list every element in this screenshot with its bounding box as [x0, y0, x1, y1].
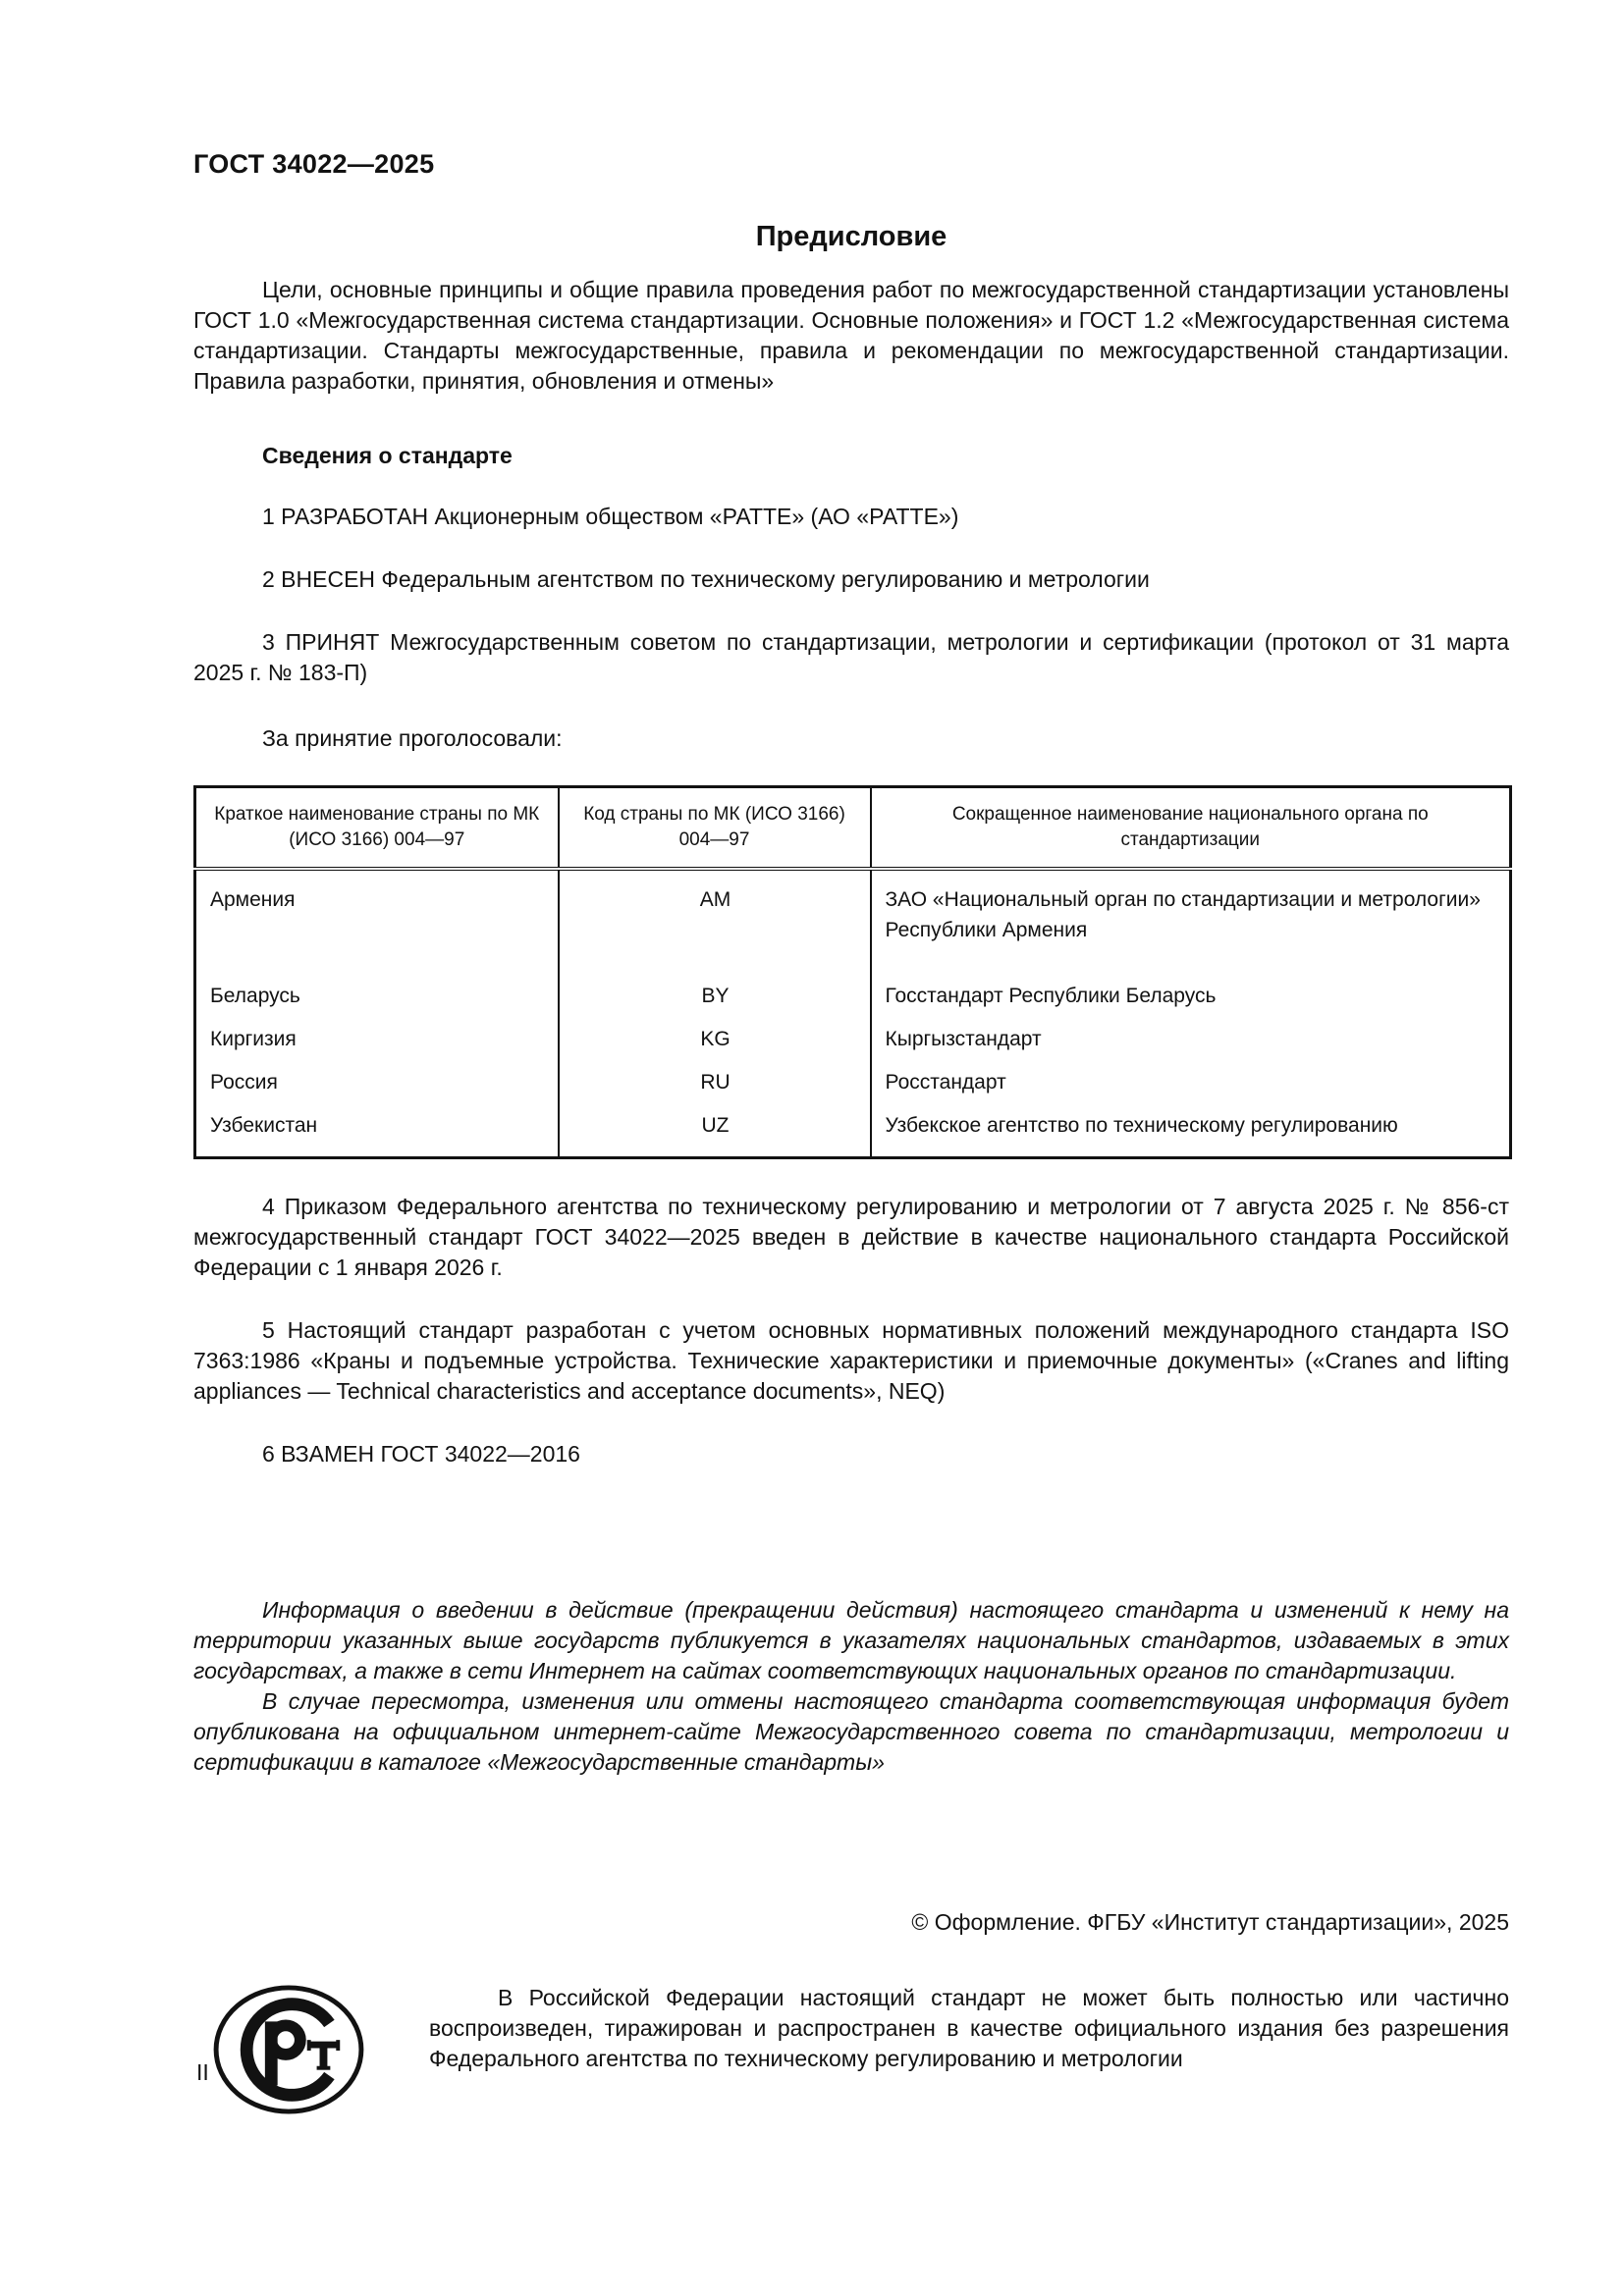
note-publication: Информация о введении в действие (прекращении действия) настоящего стандарта и изменений к нему на территории указанных выше государств публикуется в указателях национальных стандартов, издаваемых в этих государствах, а также в сети Интернет на сайтах соответствующих национальных органов по стандартизации. [193, 1597, 1509, 1683]
page-title: Предисловие [755, 221, 947, 252]
item-iso-basis: 5 Настоящий стандарт разработан с учетом основных нормативных положений международного стандарта ISO 7363:1986 «Краны и подъемные устройства. Технические характеристики и приемочные документы» («Cranes and lifting appliances — Technical characteristics and acceptance documents», NEQ) [193, 1317, 1509, 1404]
cell-org: Госстандарт Республики Беларусь [871, 973, 1511, 1016]
cell-org: Кыргызстандарт [871, 1016, 1511, 1059]
cell-country: Узбекистан [210, 1114, 318, 1137]
page-content [193, 149, 1509, 2121]
table-row [195, 1016, 1511, 1059]
vote-table-header [195, 787, 1511, 870]
col-header-org: Сокращенное наименование национального органа по стандартизации [871, 787, 1511, 870]
item-order: 4 Приказом Федерального агентства по техническому регулированию и метрологии от 7 августа 2025 г. № 856-ст межгосударственный стандарт ГОСТ 34022—2025 введен в действие в качестве национального стандарта Российской Федерации с 1 января 2026 г. [193, 1194, 1509, 1280]
standard-info-heading: Сведения о стандарте [262, 443, 513, 468]
restriction-paragraph: В Российской Федерации настоящий стандарт не может быть полностью или частично воспроизведен, тиражирован и распространен в качестве официального издания без разрешения Федерального агентства по техническому регулированию и метрологии [429, 1985, 1509, 2071]
cell-country: Киргизия [210, 1028, 297, 1050]
item-submitted: 2 ВНЕСЕН Федеральным агентством по техническому регулированию и метрологии [262, 566, 1150, 592]
vote-table [193, 785, 1512, 1159]
page-number: II [196, 2059, 209, 2085]
col-header-country: Краткое наименование страны по МК (ИСО 3166) 004—97 [195, 787, 559, 870]
doc-code: ГОСТ 34022—2025 [193, 149, 435, 179]
intro-paragraph: Цели, основные принципы и общие правила проведения работ по межгосударственной стандартизации установлены ГОСТ 1.0 «Межгосударственная система стандартизации. Основные положения» и ГОСТ 1.2 «Межгосударственная система стандартизации. Стандарты межгосударственные, правила и рекомендации по межгосударственной стандартизации. Правила разработки, принятия, обновления и отмены» [193, 277, 1509, 394]
rst-logo [211, 1983, 368, 2121]
cell-country: Беларусь [210, 985, 300, 1007]
cell-country: Россия [210, 1071, 278, 1094]
cell-country: Армения [210, 888, 296, 911]
cell-code: KG [559, 1016, 871, 1059]
item-replaces: 6 ВЗАМЕН ГОСТ 34022—2016 [262, 1441, 580, 1467]
table-row [195, 1059, 1511, 1102]
item-developed: 1 РАЗРАБОТАН Акционерным обществом «РАТТЕ» (АО «РАТТЕ») [262, 504, 959, 529]
table-row [195, 869, 1511, 973]
cell-code: RU [559, 1059, 871, 1102]
cell-code: UZ [559, 1102, 871, 1158]
cell-org: Росстандарт [871, 1059, 1511, 1102]
table-row [195, 1102, 1511, 1158]
item-adopted: 3 ПРИНЯТ Межгосударственным советом по стандартизации, метрологии и сертификации (протокол от 31 марта 2025 г. № 183-П) [193, 629, 1509, 685]
rst-logo-icon [211, 1983, 366, 2116]
col-header-code: Код страны по МК (ИСО 3166) 004—97 [559, 787, 871, 870]
table-row [195, 973, 1511, 1016]
footer-block [193, 1983, 1509, 2121]
restriction-wrap [429, 1983, 1509, 2074]
vote-line: За принятие проголосовали: [262, 725, 563, 751]
copyright-line: © Оформление. ФГБУ «Институт стандартизации», 2025 [911, 1909, 1509, 1935]
note-revision: В случае пересмотра, изменения или отмены настоящего стандарта соответствующая информация будет опубликована на официальном интернет-сайте Межгосударственного совета по стандартизации, метрологии и сертификации в каталоге «Межгосударственные стандарты» [193, 1688, 1509, 1775]
cell-code: BY [559, 973, 871, 1016]
cell-code: AM [559, 869, 871, 973]
cell-org: ЗАО «Национальный орган по стандартизации и метрологии» Республики Армения [871, 869, 1511, 973]
italic-notes [193, 1595, 1509, 1778]
cell-org: Узбекское агентство по техническому регулированию [871, 1102, 1511, 1158]
